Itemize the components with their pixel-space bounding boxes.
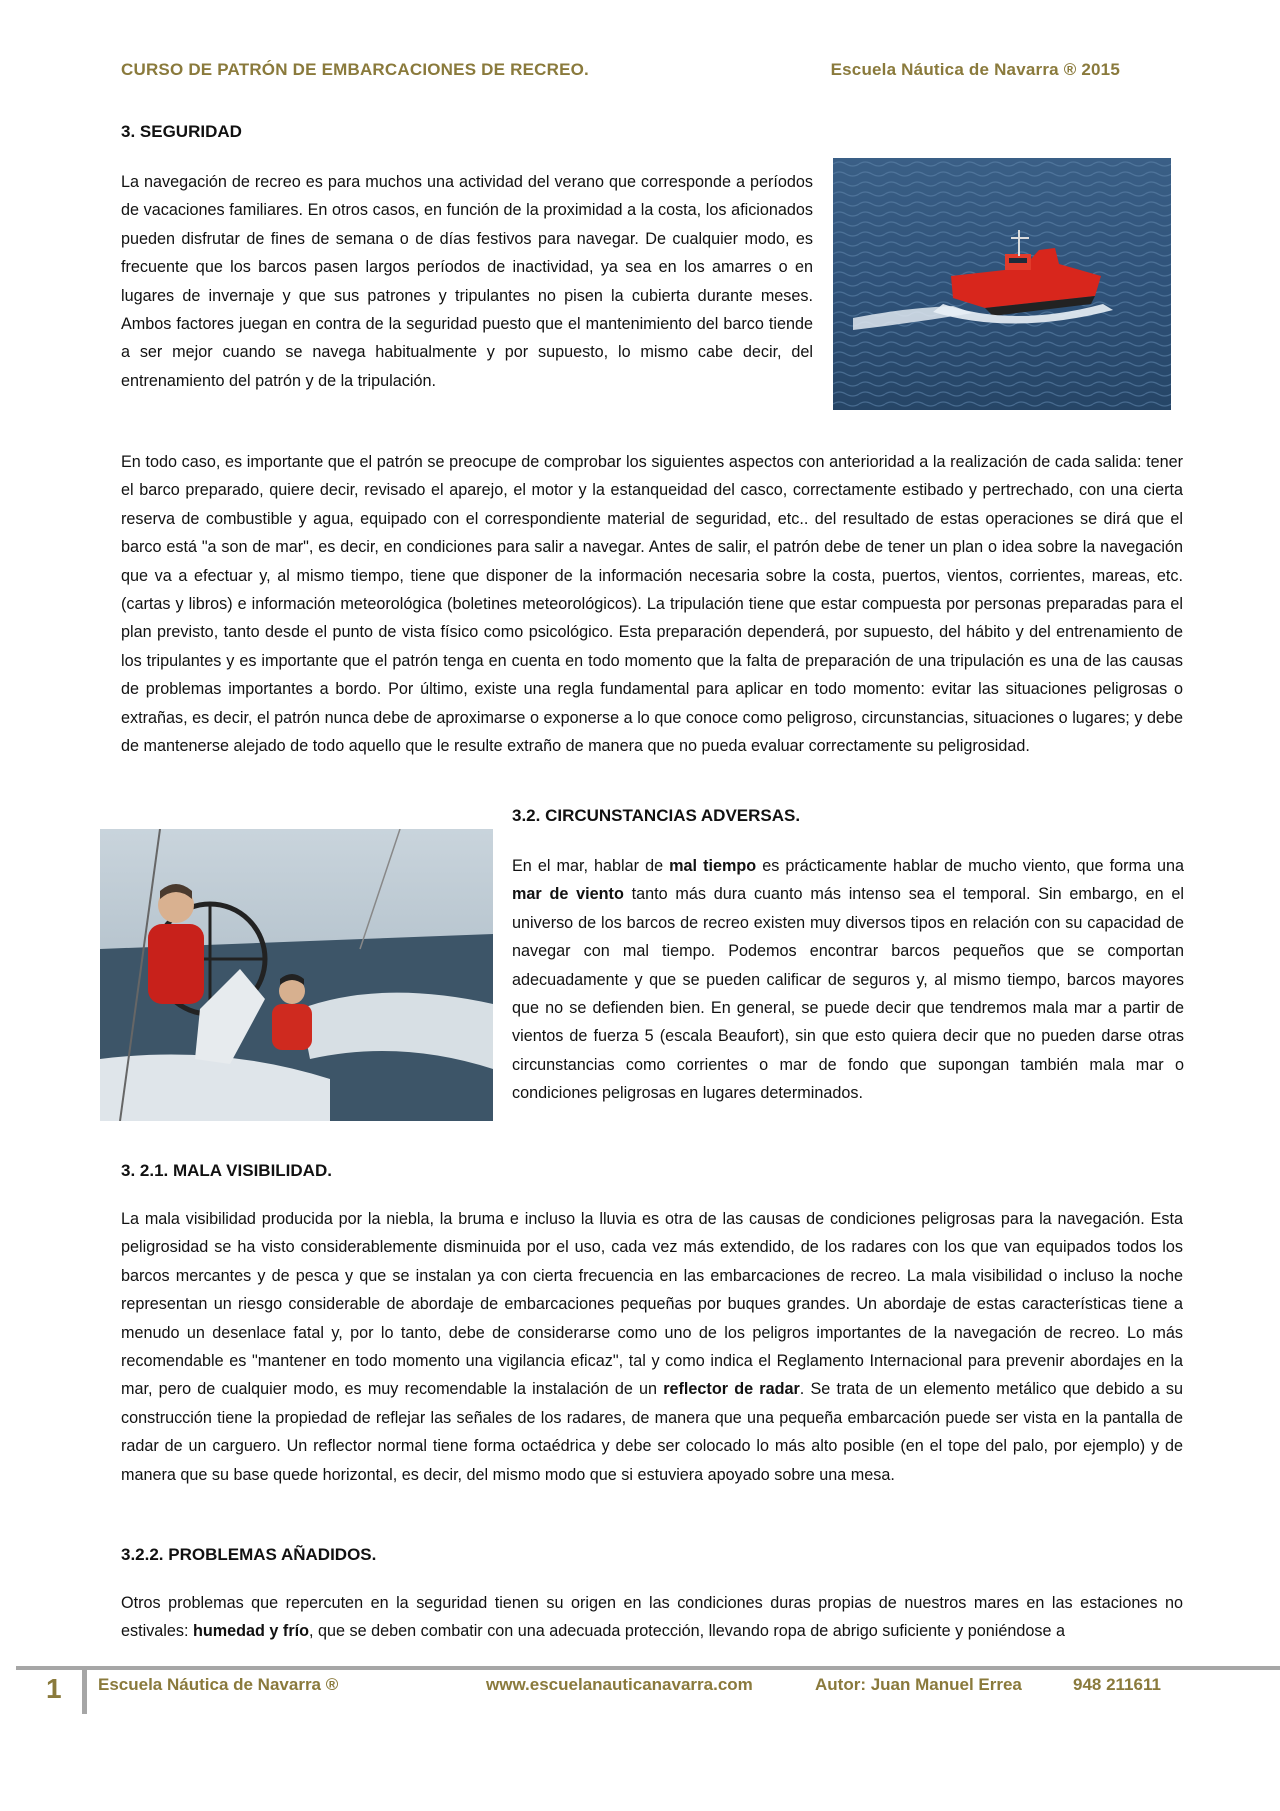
- section-3-2-paragraph: [512, 852, 1184, 1108]
- section-3-intro: La navegación de recreo es para muchos una actividad del verano que corresponde a períodos de vacaciones familiares. En otros casos, en función de la proximidad a la costa, los aficionados pueden disfrutar de fines de semana o de días festivos para navegar. De cualquier modo, es frecuente que los barcos pasen largos períodos de inactividad, ya sea en los amarres o en lugares de invernaje y que sus patrones y tripulantes no pisen la cubierta durante meses. Ambos factores juegan en contra de la seguridad puesto que el mantenimiento del barco tiende a ser mejor cuando se navega habitualmente y por supuesto, lo mismo cabe decir, del entrenamiento del patrón y de la tripulación.: [121, 173, 813, 390]
- s32-bold-mal-tiempo: mal tiempo: [669, 857, 757, 875]
- s321-text-2: . Se trata de un elemento metálico que debido a su construcción tiene la propiedad de reflejar las señales de los radares, de manera que una pequeña embarcación puede ser vista en la pantalla de radar de un carguero. Un reflector normal tiene forma octaédrica y debe ser colocado lo más alto posible (en el tope del palo, por ejemplo) y de manera que su base quede horizontal, es decir, del mismo modo que si estuviera apoyado sobre una mesa.: [121, 1380, 1183, 1484]
- footer-author: Autor: Juan Manuel Errea: [815, 1675, 1022, 1694]
- rescue-boat-illustration: [833, 158, 1171, 410]
- footer-divider: [16, 1666, 1280, 1670]
- s322-text-1: Otros problemas que repercuten en la seguridad tienen su origen en las condiciones duras propias de nuestros mares en las estaciones no estivales:: [121, 1594, 1183, 1641]
- footer-phone: 948 211611: [1073, 1675, 1161, 1694]
- section-3-2-2-title: 3.2.2. PROBLEMAS AÑADIDOS.: [121, 1545, 377, 1564]
- s321-bold-reflector: reflector de radar: [663, 1380, 800, 1399]
- s322-text-2: , que se deben combatir con una adecuada protección, llevando ropa de abrigo suficiente y poniéndose a: [309, 1622, 1065, 1641]
- page-header: [121, 60, 1120, 86]
- s32-text-1: En el mar, hablar de: [512, 857, 670, 875]
- sailors-helm-illustration: [100, 829, 493, 1121]
- s32-text-3: tanto más dura cuanto más intenso sea el temporal. Sin embargo, en el universo de los barcos de recreo existen muy diversos tipos en relación con su capacidad de navegar con mal tiempo. Podemos encontrar barcos pequeños que se comportan adecuadamente y que se pueden calificar de seguros y, al mismo tiempo, barcos mayores que no se defienden bien. En general, se puede decir que tendremos mala mar a partir de vientos de fuerza 5 (escala Beaufort), sin que esto quiera decir que no pueden darse otras circunstancias como corrientes o mar de fondo que supongan también mala mar o condiciones peligrosas en lugares determinados.: [512, 885, 1184, 1103]
- school-year: Escuela Náutica de Navarra ® 2015: [830, 60, 1120, 79]
- page-number: 1: [46, 1673, 62, 1704]
- course-title: CURSO DE PATRÓN DE EMBARCACIONES DE RECREO.: [121, 60, 589, 79]
- s321-text-1: La mala visibilidad producida por la niebla, la bruma e incluso la lluvia es otra de las causas de condiciones peligrosas para la navegación. Esta peligrosidad se ha visto considerablemente disminuida por el uso, cada vez más extendido, de los radares con los que van equipados todos los barcos mercantes y de pesca y que se instalan ya con cierta frecuencia en las embarcaciones de recreo. La mala visibilidad o incluso la noche representan un riesgo considerable de abordaje de embarcaciones pequeñas por buques grandes. Un abordaje de estas características tiene a menudo un desenlace fatal y, por lo tanto, debe de considerarse como uno de los peligros importantes de la navegación de recreo. Lo más recomendable es "mantener en todo momento una vigilancia eficaz", tal y como indica el Reglamento Internacional para prevenir abordajes en la mar, pero de cualquier modo, es muy recomendable la instalación de un: [121, 1210, 1183, 1399]
- s32-text-2: es prácticamente hablar de mucho viento, que forma una: [756, 857, 1185, 875]
- rescue-boat-photo: [833, 158, 1171, 410]
- footer-school: Escuela Náutica de Navarra ®: [98, 1675, 339, 1694]
- section-3-2-1-paragraph: [121, 1205, 1183, 1489]
- footer-website: www.escuelanauticanavarra.com: [486, 1675, 753, 1694]
- section-3-2-1-title: 3. 2.1. MALA VISIBILIDAD.: [121, 1161, 332, 1180]
- sailors-helm-photo: [100, 829, 493, 1121]
- section-3-2-title: 3.2. CIRCUNSTANCIAS ADVERSAS.: [512, 806, 801, 825]
- s322-bold-humedad: humedad y frío: [192, 1622, 310, 1641]
- section-3-2-2-paragraph: [121, 1589, 1183, 1646]
- section-3-body: En todo caso, es importante que el patrón se preocupe de comprobar los siguientes aspectos con anterioridad a la realización de cada salida: tener el barco preparado, quiere decir, revisado el aparejo, el motor y la estanqueidad del casco, correctamente estibado y pertrechado, con una cierta reserva de combustible y agua, equipado con el correspondiente material de seguridad, etc.. del resultado de estas operaciones se dirá que el barco está "a son de mar", es decir, en condiciones para salir a navegar. Antes de salir, el patrón debe de tener un plan o idea sobre la navegación que va a efectuar y, al mismo tiempo, tiene que disponer de la información necesaria sobre la costa, puertos, vientos, corrientes, mareas, etc. (cartas y libros) e información meteorológica (boletines meteorológicos). La tripulación tiene que estar compuesta por personas preparadas para el plan previsto, tanto desde el punto de vista físico como psicológico. Esta preparación dependerá, por supuesto, del hábito y del entrenamiento de los tripulantes y es importante que el patrón tenga en cuenta en todo momento que la falta de preparación de una tripulación es una de las causas de problemas importantes a bordo. Por último, existe una regla fundamental para aplicar en todo momento: evitar las situaciones peligrosas o extrañas, es decir, el patrón nunca debe de aproximarse o exponerse a lo que conoce como peligroso, circunstancias, situaciones o lugares; y debe de mantenerse alejado de todo aquello que le resulte extraño de manera que no pueda evaluar correctamente su peligrosidad.: [121, 453, 1183, 756]
- section-3-title: 3. SEGURIDAD: [121, 122, 242, 141]
- s32-bold-mar-de-viento: mar de viento: [512, 885, 624, 904]
- footer-vertical-divider: [82, 1670, 87, 1714]
